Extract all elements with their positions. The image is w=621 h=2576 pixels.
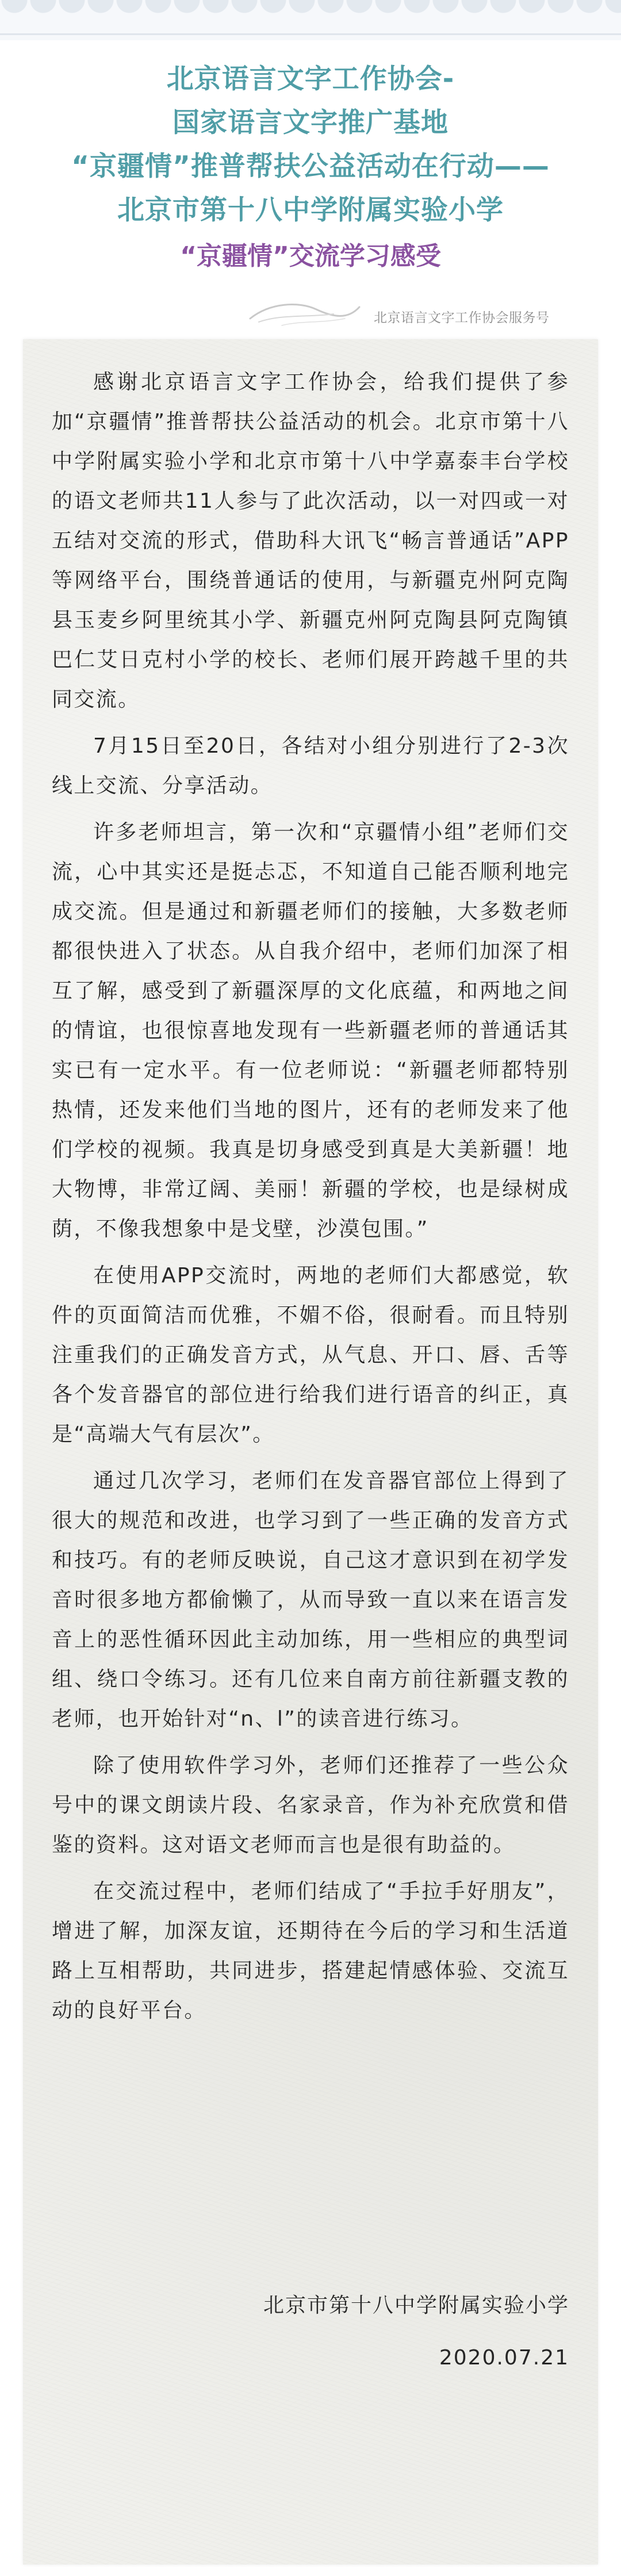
paragraph-6: 除了使用软件学习外，老师们还推荐了一些公众号中的课文朗读片段、名家录音，作为补充欣赏和借鉴的资料。这对语文老师而言也是很有助益的。: [52, 1754, 569, 1857]
paragraph-5: 通过几次学习，老师们在发音器官部位上得到了很大的规范和改进，也学习到了一些正确的发音方式和技巧。有的老师反映说，自己这才意识到在初学发音时很多地方都偷懒了，从而导致一直以来在语言发音上的恶性循环因此主动加练，用一些相应的典型词组、绕口令练习。还有几位来自南方前往新疆支教的老师，也开始针对“n、l”的读音进行练习。: [52, 1469, 569, 1731]
paragraph-7: 在交流过程中，老师们结成了“手拉手好朋友”，增进了解，加深友谊，还期待在今后的学习和生活道路上互相帮助，共同进步，搭建起情感体验、交流互动的良好平台。: [52, 1880, 569, 2022]
closing-date: 2020.07.21: [439, 2346, 569, 2370]
article-closing: [52, 2286, 569, 2390]
brush-swirl-icon: [247, 297, 362, 331]
paragraph-1: 感谢北京语言文字工作协会，给我们提供了参加“京疆情”推普帮扶公益活动的机会。北京市第十八中学附属实验小学和北京市第十八中学嘉泰丰台学校的语文老师共11人参与了此次活动，以一对四或一对五结对交流的形式，借助科大讯飞“畅言普通话”APP等网络平台，围绕普通话的使用，与新疆克州阿克陶县玉麦乡阿里统其小学、新疆克州阿克陶县阿克陶镇巴仁艾日克村小学的校长、老师们展开跨越千里的共同交流。: [52, 370, 569, 711]
paragraph-3: 许多老师坦言，第一次和“京疆情小组”老师们交流，心中其实还是挺忐忑，不知道自己能否顺利地完成交流。但是通过和新疆老师们的接触，大多数老师都很快进入了状态。从自我介绍中，老师们加深了相互了解，感受到了新疆深厚的文化底蕴，和两地之间的情谊，也很惊喜地发现有一些新疆老师的普通话其实已有一定水平。有一位老师说：“新疆老师都特别热情，还发来他们当地的图片，还有的老师发来了他们学校的视频。我真是切身感受到真是大美新疆！地大物博，非常辽阔、美丽！新疆的学校，也是绿树成荫，不像我想象中是戈壁，沙漠包围。”: [52, 821, 569, 1241]
title-line-4: 北京市第十八中学附属实验小学: [117, 194, 504, 226]
paragraph-4: 在使用APP交流时，两地的老师们大都感觉，软件的页面简洁而优雅，不媚不俗，很耐看。而且特别注重我们的正确发音方式，从气息、开口、唇、舌等各个发音器官的部位进行给我们进行语音的纠正，真是“高端大气有层次”。: [52, 1264, 569, 1446]
source-signature: [241, 297, 586, 337]
paragraph-2: 7月15日至20日，各结对小组分别进行了2-3次线上交流、分享活动。: [52, 734, 569, 798]
title-line-2: 国家语言文字推广基地: [172, 107, 448, 139]
closing-school: 北京市第十八中学附属实验小学: [263, 2294, 569, 2317]
top-divider: [0, 33, 621, 35]
article-subtitle: “京疆情”交流学习感受: [180, 241, 441, 271]
article-body-card: [23, 339, 598, 2564]
article-header: [0, 57, 621, 278]
article-body: [52, 362, 569, 2037]
title-line-3: “京疆情”推普帮扶公益活动在行动——: [71, 151, 550, 182]
source-label: 北京语言文字工作协会服务号: [374, 310, 550, 325]
title-line-1: 北京语言文字工作协会-: [166, 63, 455, 95]
